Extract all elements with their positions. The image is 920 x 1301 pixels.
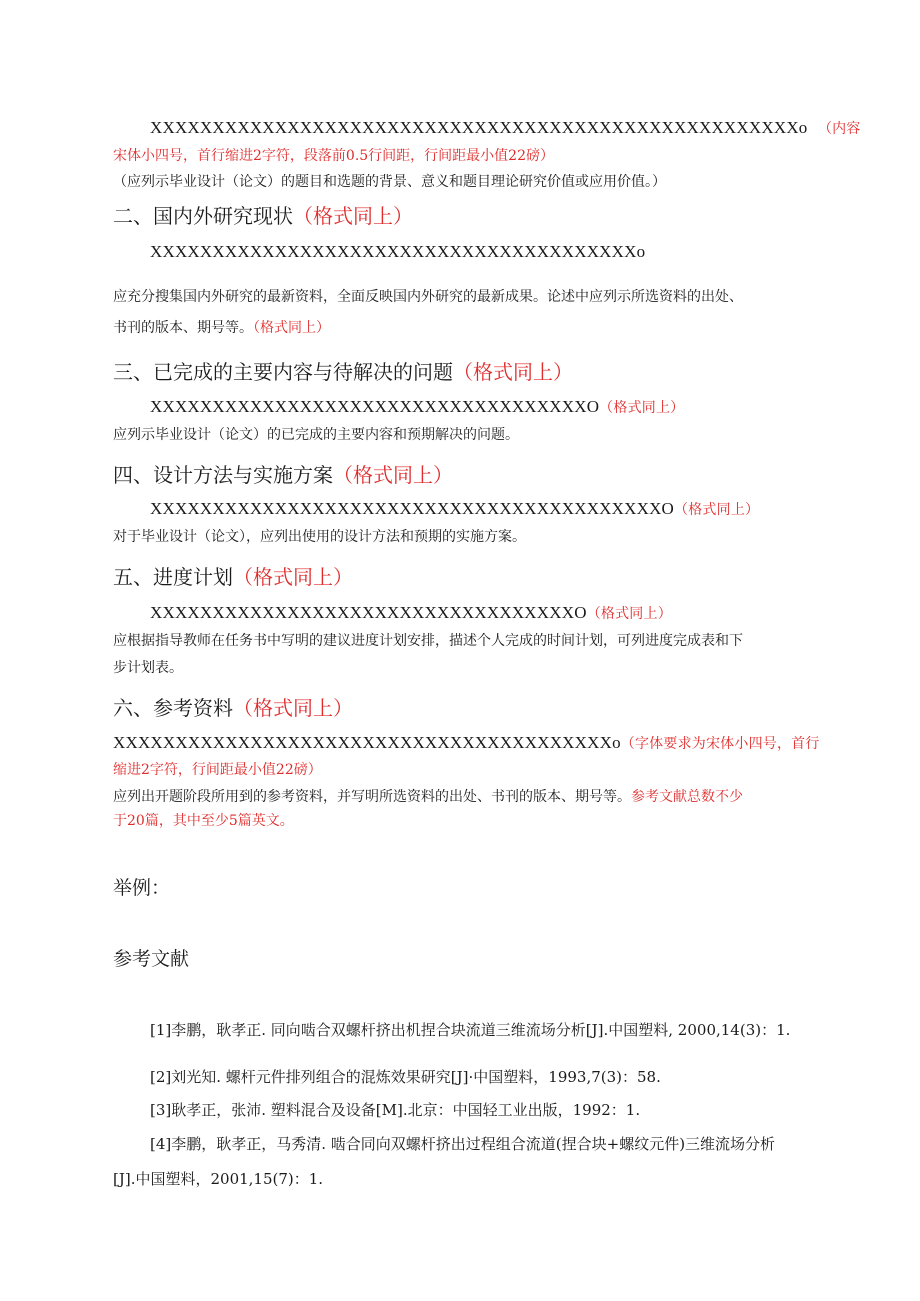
reference-item: [4]李鹏，耿孝正，马秀清. 啮合同向双螺杆挤出过程组合流道(捏合块+螺纹元件)三维流场分析 — [150, 1135, 776, 1153]
section-description: 应列示毕业设计（论文）的已完成的主要内容和预期解决的问题。 — [113, 427, 519, 443]
references-title: 参考文献 — [113, 948, 190, 970]
heading-text: 六、参考资料 — [113, 696, 233, 720]
section-heading-completed-content — [113, 356, 813, 385]
section-x-line — [150, 499, 850, 519]
heading-format-note: （格式同上） — [233, 565, 353, 589]
intro-x-line — [150, 118, 861, 138]
section-heading-references — [113, 692, 813, 721]
placeholder-text: XXXXXXXXXXXXXXXXXXXXXXXXXXXXXXXXXXXXXXXXXO — [150, 499, 675, 518]
reference-item-continuation: [J].中国塑料，2001,15(7)：1. — [113, 1170, 324, 1188]
heading-text: 五、进度计划 — [113, 565, 233, 589]
section-x-line — [150, 603, 850, 623]
heading-text: 二、国内外研究现状 — [113, 204, 293, 228]
section-x-line: XXXXXXXXXXXXXXXXXXXXXXXXXXXXXXXXXXXXXXXo — [150, 242, 646, 261]
heading-format-note: （格式同上） — [293, 204, 413, 228]
placeholder-text: XXXXXXXXXXXXXXXXXXXXXXXXXXXXXXXXXXXXXXXXo — [113, 733, 621, 752]
reference-item: [1]李鹏，耿孝正. 同向啮合双螺杆挤出机捏合块流道三维流场分析[J].中国塑料, 2000,14(3)：1. — [150, 1021, 791, 1039]
section-format-note-line2: 缩进2字符，行间距最小值22磅） — [113, 762, 322, 778]
section-description-line2: 步计划表。 — [113, 660, 183, 676]
format-note: （格式同上） — [599, 401, 685, 416]
intro-format-note: 宋体小四号，首行缩进2字符，段落前0.5行间距，行间距最小值22磅） — [113, 148, 554, 164]
format-note: （格式同上） — [586, 607, 672, 622]
placeholder-text: XXXXXXXXXXXXXXXXXXXXXXXXXXXXXXXXXXXO — [150, 397, 600, 416]
reference-item: [2]刘光知. 螺杆元件排列组合的混炼效果研究[J]·中国塑料，1993,7(3)：58. — [150, 1068, 661, 1086]
heading-format-note: （格式同上） — [233, 696, 353, 720]
format-note: （格式同上） — [674, 503, 760, 518]
description-text: 书刊的版本、期号等。 — [113, 320, 253, 336]
section-x-line — [150, 397, 850, 417]
description-format-note: （格式同上） — [253, 320, 330, 336]
section-heading-schedule — [113, 561, 813, 590]
section-heading-design-method — [113, 459, 813, 488]
format-note: （字体要求为宋体小四号，首行 — [620, 737, 820, 752]
section-description: 对于毕业设计（论文），应列出使用的设计方法和预期的实施方案。 — [113, 529, 526, 545]
section-x-line — [113, 733, 820, 753]
section-description: 应充分搜集国内外研究的最新资料，全面反映国内外研究的最新成果。论述中应列示所选资料的出处、 — [113, 289, 743, 305]
heading-format-note: （格式同上） — [453, 360, 573, 384]
format-note: （内容 — [817, 122, 861, 137]
section-heading-research-status — [113, 200, 813, 229]
reference-item: [3]耿孝正，张沛. 塑料混合及设备[M].北京：中国轻工业出版，1992：1. — [150, 1101, 641, 1119]
section-description: 应根据指导教师在任务书中写明的建议进度计划安排，描述个人完成的时间计划，可列进度完成表和下 — [113, 633, 743, 649]
example-label: 举例： — [113, 877, 171, 899]
heading-format-note: （格式同上） — [333, 463, 453, 487]
placeholder-text: XXXXXXXXXXXXXXXXXXXXXXXXXXXXXXXXXXO — [150, 603, 587, 622]
placeholder-text: XXXXXXXXXXXXXXXXXXXXXXXXXXXXXXXXXXXXXXXXXXXXXXXXXXXXo — [150, 118, 808, 137]
intro-description: （应列示毕业设计（论文）的题目和选题的背景、意义和题目理论研究价值或应用价值。） — [113, 174, 666, 190]
section-description-line2 — [113, 313, 813, 343]
heading-text: 三、已完成的主要内容与待解决的问题 — [113, 360, 453, 384]
section-description-line2: 于20篇，其中至少5篇英文。 — [113, 813, 294, 829]
description-text: 应列出开题阶段所用到的参考资料，并写明所选资料的出处、书刊的版本、期号等。 — [113, 789, 631, 805]
description-format-note: 参考文献总数不少 — [631, 789, 743, 805]
section-description — [113, 786, 813, 806]
heading-text: 四、设计方法与实施方案 — [113, 463, 333, 487]
